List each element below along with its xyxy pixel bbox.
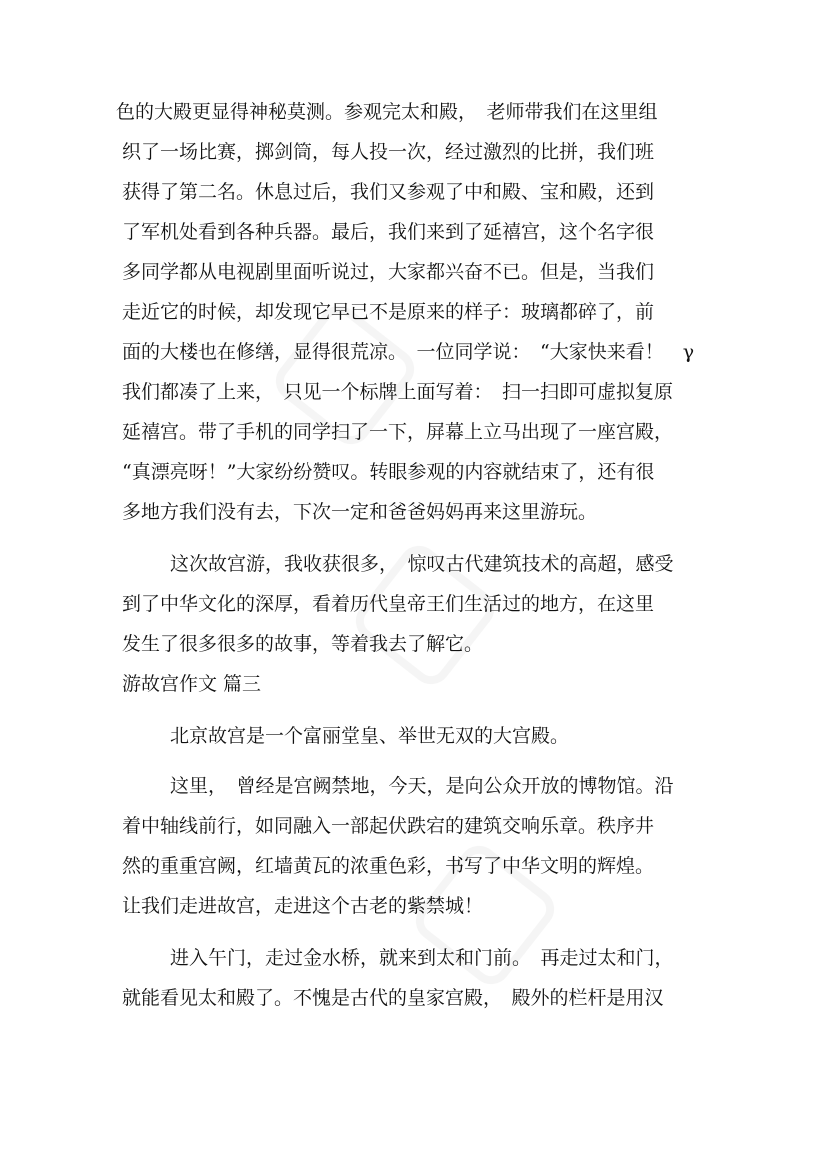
- text-line: 织了一场比赛，掷剑筒，每人投一次，经过激烈的比拼，我们班: [122, 141, 655, 163]
- text-line: 然的重重宫阙，红墙黄瓦的浓重色彩，书写了中华文明的辉煌。: [122, 855, 655, 877]
- text-line: 走近它的时候，却发现它早已不是原来的样子：玻璃都碎了，前: [122, 301, 655, 323]
- paragraph-first-line: 这次故宫游，我收获很多， 惊叹古代建筑技术的高超，感受: [170, 553, 674, 575]
- text-line: 面的大楼也在修缮，显得很荒凉。 一位同学说： “大家快来看！ γ: [122, 341, 695, 363]
- text-line: 多地方我们没有去，下次一定和爸爸妈妈再来这里游玩。: [122, 501, 598, 523]
- text-line: 了军机处看到各种兵器。最后，我们来到了延禧宫，这个名字很: [122, 221, 655, 243]
- text-line: 我们都凑了上来， 只见一个标牌上面写着： 扫一扫即可虚拟复原: [122, 381, 674, 403]
- text-line: 发生了很多很多的故事，等着我去了解它。: [122, 633, 484, 655]
- text-line: 让我们走进故宫，走进这个古老的紫禁城！: [122, 895, 484, 917]
- text-line: 延禧宫。带了手机的同学扫了一下，屏幕上立马出现了一座宫殿，: [122, 421, 674, 443]
- text-line: 获得了第二名。休息过后，我们又参观了中和殿、宝和殿，还到: [122, 181, 655, 203]
- text-line: 色的大殿更显得神秘莫测。参观完太和殿， 老师带我们在这里组: [116, 101, 658, 123]
- section-heading: 游故宫作文 篇三: [122, 673, 262, 695]
- text-line: “真漂亮呀！”大家纷纷赞叹。转眼参观的内容就结束了，还有很: [122, 461, 655, 483]
- paragraph-first-line: 进入午门，走过金水桥，就来到太和门前。 再走过太和门，: [170, 947, 674, 969]
- text-line: 多同学都从电视剧里面听说过，大家都兴奋不已。但是，当我们: [122, 261, 655, 283]
- text-line: 就能看见太和殿了。不愧是古代的皇家宫殿， 殿外的栏杆是用汉: [122, 987, 664, 1009]
- text-line: 到了中华文化的深厚，看着历代皇帝王们生活过的地方，在这里: [122, 593, 655, 615]
- paragraph-first-line: 北京故宫是一个富丽堂皇、举世无双的大宫殿。: [170, 725, 570, 747]
- text-line: 着中轴线前行，如同融入一部起伏跌宕的建筑交响乐章。秩序井: [122, 815, 655, 837]
- paragraph-first-line: 这里， 曾经是宫阙禁地，今天，是向公众开放的博物馆。沿: [170, 775, 674, 797]
